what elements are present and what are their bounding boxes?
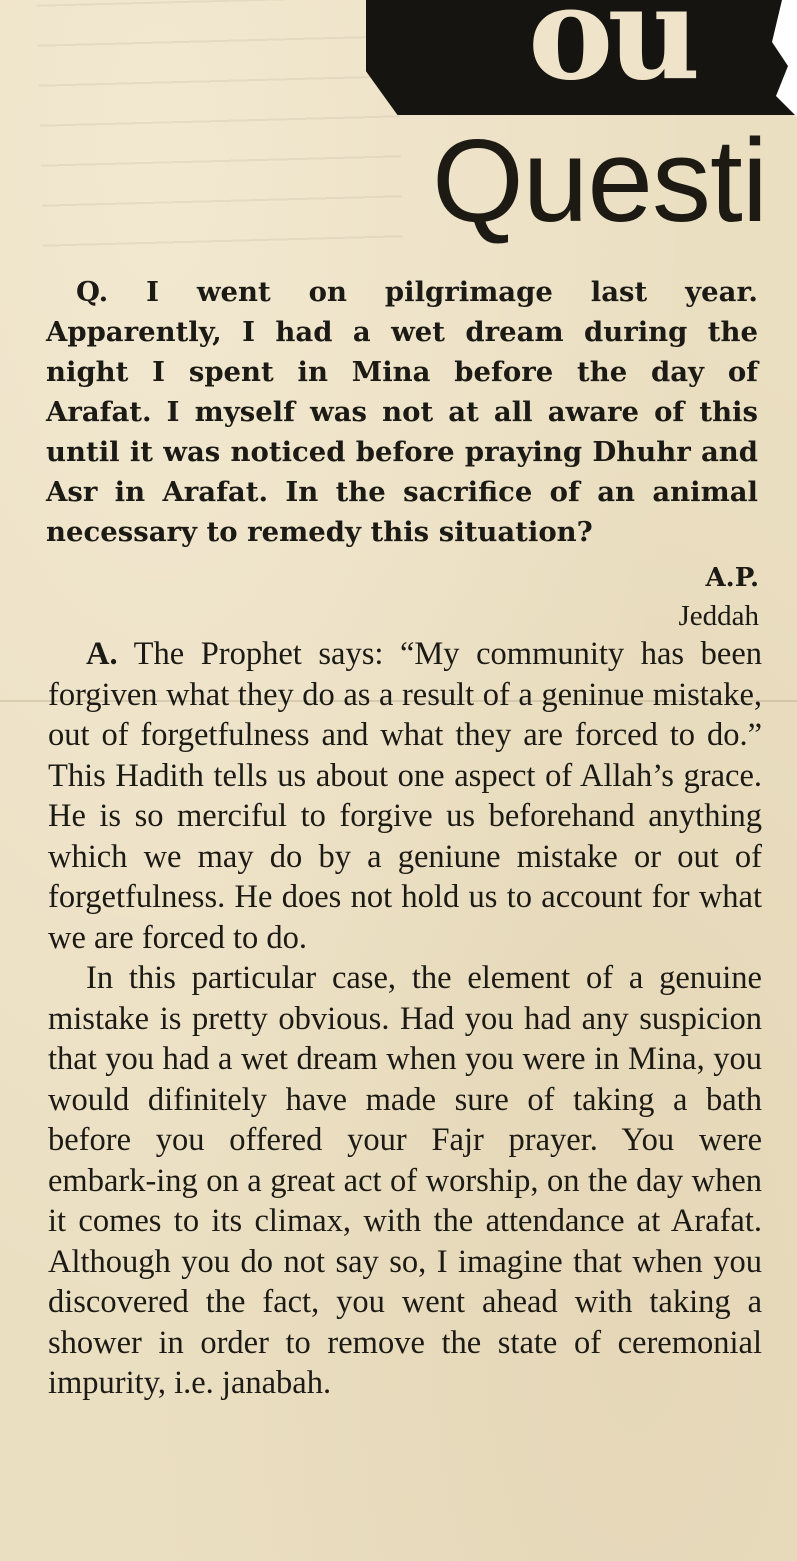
answer-lead: A.: [86, 636, 118, 672]
answer-paragraph-1: [48, 634, 762, 958]
answer-body: [48, 634, 762, 1404]
question-city: Jeddah: [678, 600, 759, 632]
column-heading: Questi: [432, 115, 768, 247]
answer-paragraph-1-text: The Prophet says: “My community has been forgiven what they do as a result of a geninue mistake, out of forgetfulness and what they are forced to do.” This Hadith tells us about one aspect of Allah’s grace. He is so merciful to forgive us beforehand anything which we may do by a geniune mistake or out of forgetfulness. He does not hold us to account for what we are forced to do.: [48, 636, 762, 956]
question-text: Q. I went on pilgrimage last year. Apparently, I had a wet dream during the night I spent in Mina before the day of Arafat. I myself was not at all aware of this until it was noticed before praying Dhuhr and Asr in Arafat. In the sacrifice of an animal necessary to remedy this situation?: [46, 276, 758, 548]
question-initials: A.P.: [705, 563, 759, 593]
reader-question: [46, 272, 758, 552]
bleed-through-texture: [37, 0, 404, 265]
answer-paragraph-2: In this particular case, the element of a genuine mistake is pretty obvious. Had you had any suspicion that you had a wet dream when you were in Mina, you would difinitely have made sure of taking a bath before you offered your Fajr prayer. You were embark-ing on a great act of worship, on the day when it comes to its climax, with the attendance at Arafat. Although you do not say so, I imagine that when you discovered the fact, you went ahead with taking a shower in order to remove the state of ceremonial impurity, i.e. janabah.: [48, 960, 762, 1401]
column-logo: ou: [528, 0, 695, 109]
